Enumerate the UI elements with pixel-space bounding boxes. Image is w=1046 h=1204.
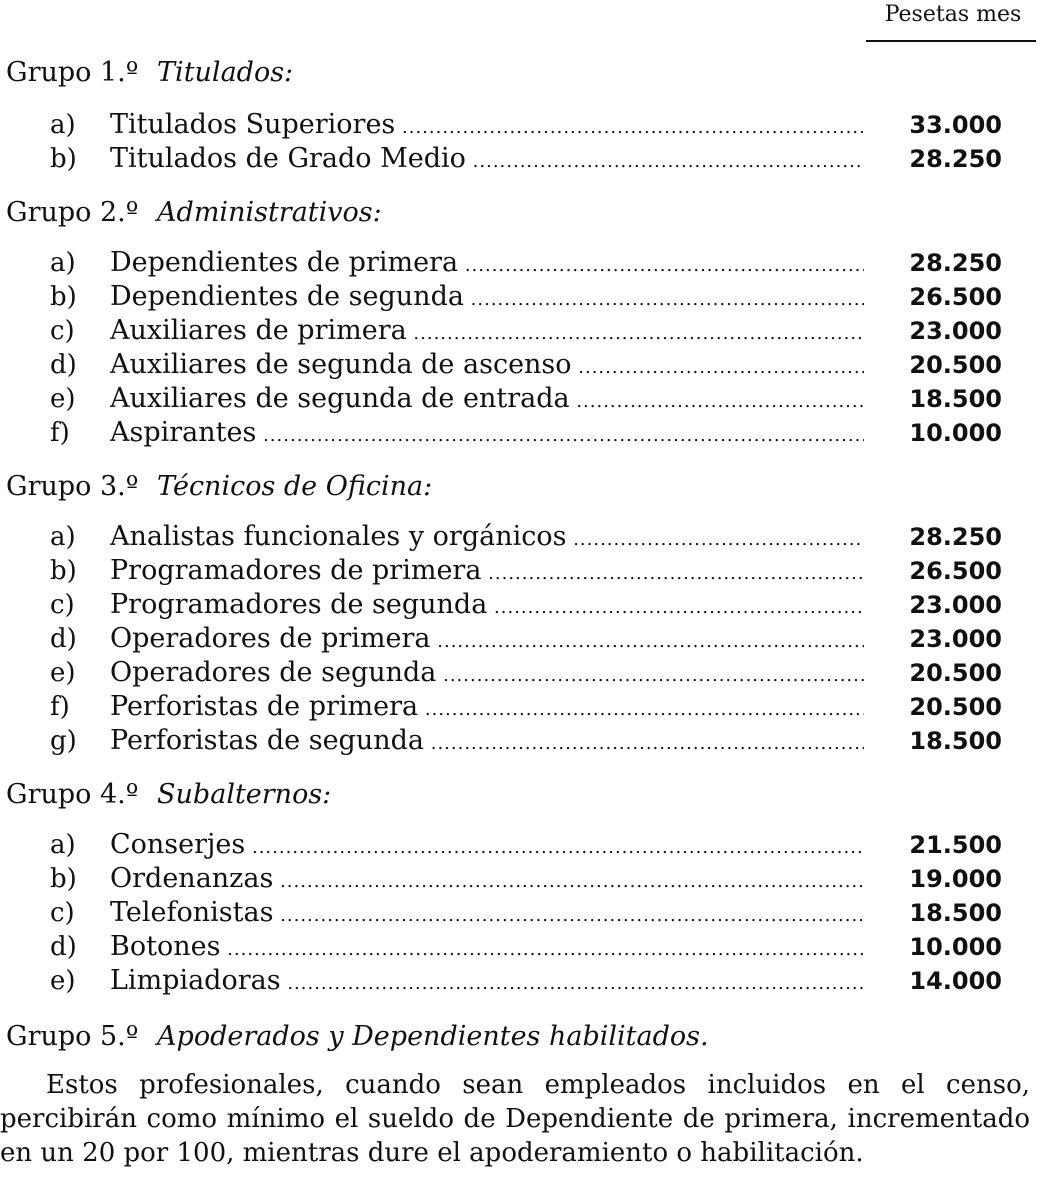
row-value: 33.000	[909, 111, 1002, 139]
row-label: Perforistas de segunda .....	[110, 724, 864, 761]
row-letter: c)	[50, 316, 75, 346]
row-label: Programadores de primera .....	[110, 554, 864, 591]
row-label: Titulados Superiores .....	[110, 108, 864, 145]
row-label: Auxiliares de segunda de ascenso .....	[110, 348, 864, 385]
row-value: 28.250	[909, 249, 1002, 277]
row-letter: d)	[50, 350, 77, 380]
row-value: 28.250	[909, 523, 1002, 551]
row-letter: a)	[50, 248, 76, 278]
table-row	[0, 724, 1046, 758]
row-value: 18.500	[909, 727, 1002, 755]
row-label: Conserjes .....	[110, 828, 864, 865]
group-name: Subalternos:	[157, 779, 332, 810]
row-value: 18.500	[909, 385, 1002, 413]
row-letter: e)	[50, 384, 76, 414]
row-letter: b)	[50, 144, 77, 174]
row-value: 26.500	[909, 283, 1002, 311]
group-number: Grupo 5.º	[6, 1021, 139, 1052]
group-number: Grupo 1.º	[6, 57, 139, 88]
row-label: Operadores de segunda .....	[110, 656, 864, 693]
row-label: Aspirantes .....	[110, 416, 864, 453]
table-row	[0, 622, 1046, 656]
group-name: Administrativos:	[157, 197, 382, 228]
table-row	[0, 862, 1046, 896]
group-title-5	[6, 1020, 709, 1054]
table-row	[0, 416, 1046, 450]
row-value: 23.000	[909, 591, 1002, 619]
table-row	[0, 382, 1046, 416]
closing-paragraph: Estos profesionales, cuando sean empleados incluidos en el censo, percibirán como mínimo el sueldo de Dependiente de primera, incrementado en un 20 por 100, mientras dure el apoderamiento o habilitación.	[0, 1070, 1030, 1168]
table-row	[0, 690, 1046, 724]
row-value: 14.000	[909, 967, 1002, 995]
table-row	[0, 142, 1046, 176]
row-letter: f)	[50, 692, 70, 722]
table-row	[0, 656, 1046, 690]
table-row	[0, 828, 1046, 862]
group-name: Titulados:	[157, 57, 294, 88]
group-number: Grupo 4.º	[6, 779, 139, 810]
row-value: 20.500	[909, 659, 1002, 687]
table-row	[0, 246, 1046, 280]
row-letter: a)	[50, 110, 76, 140]
column-header-rule	[866, 40, 1036, 42]
row-value: 21.500	[909, 831, 1002, 859]
row-value: 26.500	[909, 557, 1002, 585]
row-letter: g)	[50, 726, 77, 756]
row-letter: a)	[50, 830, 76, 860]
row-label: Auxiliares de segunda de entrada .....	[110, 382, 864, 419]
table-row	[0, 314, 1046, 348]
row-label: Ordenanzas .....	[110, 862, 864, 899]
table-row	[0, 896, 1046, 930]
row-label: Botones .....	[110, 930, 864, 967]
row-value: 20.500	[909, 351, 1002, 379]
row-value: 19.000	[909, 865, 1002, 893]
group-title-3	[6, 470, 432, 504]
row-label: Limpiadoras .....	[110, 964, 864, 1001]
group-name: Apoderados y Dependientes habilitados.	[157, 1021, 709, 1052]
row-label: Telefonistas .....	[110, 896, 864, 933]
row-value: 10.000	[909, 933, 1002, 961]
row-value: 20.500	[909, 693, 1002, 721]
row-letter: b)	[50, 282, 77, 312]
group-number: Grupo 3.º	[6, 471, 139, 502]
row-letter: c)	[50, 898, 75, 928]
table-row	[0, 348, 1046, 382]
table-row	[0, 930, 1046, 964]
row-letter: d)	[50, 624, 77, 654]
row-letter: b)	[50, 864, 77, 894]
column-header-unit: Pesetas mes	[884, 2, 1022, 27]
group-title-1	[6, 56, 293, 90]
row-label: Analistas funcionales y orgánicos .....	[110, 520, 864, 557]
row-value: 18.500	[909, 899, 1002, 927]
row-letter: c)	[50, 590, 75, 620]
row-label: Dependientes de primera .....	[110, 246, 864, 283]
row-label: Dependientes de segunda .....	[110, 280, 864, 317]
table-row	[0, 554, 1046, 588]
table-row	[0, 964, 1046, 998]
table-row	[0, 280, 1046, 314]
row-label: Programadores de segunda .....	[110, 588, 864, 625]
row-letter: e)	[50, 658, 76, 688]
row-label: Titulados de Grado Medio .....	[110, 142, 864, 179]
group-title-4	[6, 778, 331, 812]
row-value: 10.000	[909, 419, 1002, 447]
group-number: Grupo 2.º	[6, 197, 139, 228]
group-name: Técnicos de Oficina:	[157, 471, 433, 502]
table-row	[0, 108, 1046, 142]
table-row	[0, 588, 1046, 622]
row-letter: f)	[50, 418, 70, 448]
row-label: Operadores de primera .....	[110, 622, 864, 659]
group-title-2	[6, 196, 382, 230]
row-letter: e)	[50, 966, 76, 996]
table-row	[0, 520, 1046, 554]
row-letter: a)	[50, 522, 76, 552]
row-letter: d)	[50, 932, 77, 962]
row-value: 28.250	[909, 145, 1002, 173]
row-value: 23.000	[909, 625, 1002, 653]
row-value: 23.000	[909, 317, 1002, 345]
row-label: Auxiliares de primera .....	[110, 314, 864, 351]
row-label: Perforistas de primera .....	[110, 690, 864, 727]
row-letter: b)	[50, 556, 77, 586]
